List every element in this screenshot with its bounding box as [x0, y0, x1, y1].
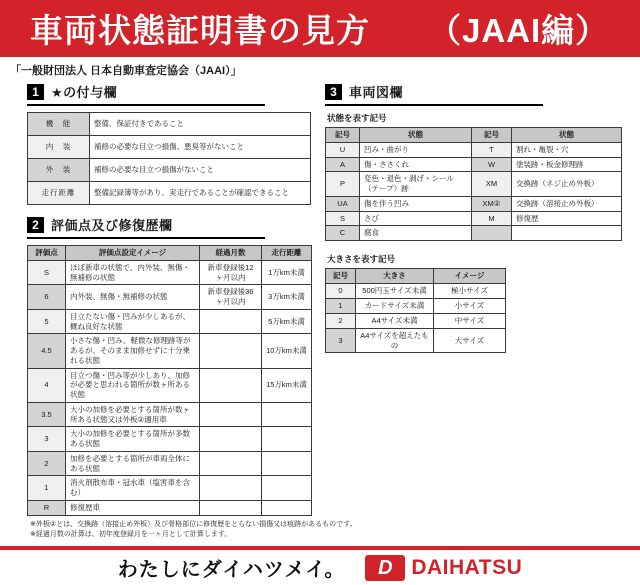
eval-desc: 加修を必要とする箇所が車両全体にある状態 [66, 451, 200, 476]
table-row [326, 157, 622, 172]
symbol: XM [472, 172, 512, 197]
section-star-heading [27, 82, 265, 106]
eval-months [200, 451, 262, 476]
symbol: 1 [326, 298, 356, 313]
state-desc: 割れ・亀裂・穴 [512, 142, 622, 157]
state-desc: 塗装跡・板金修理跡 [512, 157, 622, 172]
page-title: 車両状態証明書の見方 [30, 12, 370, 49]
symbol: UA [326, 196, 360, 211]
state-symbols-label: 状態を表す記号 [327, 113, 387, 123]
eval-mileage: 10万km未満 [262, 334, 312, 368]
size-symbols-table [325, 268, 506, 353]
eval-mileage: 3万km未満 [262, 285, 312, 310]
symbol: W [472, 157, 512, 172]
symbol [472, 226, 512, 241]
col-header-score: 評価点 [28, 246, 66, 261]
table-row [28, 334, 312, 368]
eval-mileage [262, 427, 312, 452]
state-desc: 交換跡（溶接止め外板） [512, 196, 622, 211]
size-desc: 500円玉サイズ未満 [356, 283, 434, 298]
col-header-image: 評価点設定イメージ [66, 246, 200, 261]
eval-score: 3 [28, 427, 66, 452]
table-row [28, 402, 312, 427]
table-header-row [326, 128, 622, 143]
col-header-image: イメージ [434, 269, 506, 284]
symbol: M [472, 211, 512, 226]
table-row [28, 260, 312, 285]
criteria-desc: 補修の必要な目立つ損傷がないこと [90, 159, 311, 182]
criteria-desc: 整備記録簿等があり、実走行であることが確認できること [90, 182, 311, 205]
col-header-state: 状態 [512, 128, 622, 143]
table-row [28, 368, 312, 402]
state-symbols-table [325, 127, 622, 241]
footnote-line: ※外板②とは、交換跡（溶接止め外板）及び骨格部位に修復歴をとらない損傷又は痕跡があるものです。 [30, 520, 357, 528]
footnote-line: ※経過月数の計算は、初年度登録月を一ヶ月として計算します。 [30, 531, 232, 539]
eval-desc: 内外装、無傷・無補修の状態 [66, 285, 200, 310]
col-header-symbol: 記号 [326, 128, 360, 143]
eval-months [200, 368, 262, 402]
eval-desc: 修復歴車 [66, 500, 200, 515]
eval-mileage [262, 402, 312, 427]
state-desc: 傷を伴う凹み [360, 196, 472, 211]
col-header-symbol: 記号 [472, 128, 512, 143]
size-desc: A4サイズ未満 [356, 313, 434, 328]
eval-score: 1 [28, 476, 66, 501]
main-content [0, 82, 640, 516]
symbol: T [472, 142, 512, 157]
eval-months [200, 334, 262, 368]
state-desc: 傷・ささくれ [360, 157, 472, 172]
eval-desc: 目立たない傷・凹みが少しあるが、概ね良好な状態 [66, 309, 200, 334]
state-desc: 凹み・曲がり [360, 142, 472, 157]
state-desc [512, 226, 622, 241]
section-eval-title: 評価点及び修復歴欄 [51, 218, 173, 233]
red-divider [0, 546, 640, 550]
col-header-state: 状態 [360, 128, 472, 143]
eval-months [200, 476, 262, 501]
size-image: 中サイズ [434, 313, 506, 328]
section-number-badge: 2 [27, 217, 44, 233]
state-desc: 修復歴 [512, 211, 622, 226]
eval-desc: 大小の加修を必要とする箇所が多数ある状態 [66, 427, 200, 452]
symbol: U [326, 142, 360, 157]
table-row [28, 136, 311, 159]
criteria-desc: 整備、保証付きであること [90, 113, 311, 136]
page-title-edition: （JAAI編） [428, 12, 610, 49]
size-symbols-label: 大きさを表す記号 [327, 254, 396, 264]
table-row [28, 309, 312, 334]
daihatsu-brand [365, 555, 522, 581]
table-row [28, 182, 311, 205]
size-desc: A4サイズを超えたもの [356, 328, 434, 353]
footnotes [0, 516, 640, 541]
eval-desc: 大小の加修を必要とする箇所が数ヶ所ある状態又は外板②適用車 [66, 402, 200, 427]
section-diagram-heading [325, 82, 543, 106]
criteria-label: 外 装 [28, 159, 90, 182]
star-criteria-table [27, 112, 311, 205]
table-row [326, 211, 622, 226]
table-header-row [326, 269, 506, 284]
eval-months: 新車登録後12ヶ月以内 [200, 260, 262, 285]
daihatsu-logo-icon [365, 555, 405, 581]
section-star-title: ★の付与欄 [51, 85, 118, 100]
header-banner [0, 0, 640, 57]
table-row [28, 113, 311, 136]
table-row [326, 172, 622, 197]
eval-months: 新車登録後36ヶ月以内 [200, 285, 262, 310]
daihatsu-tagline: わたしにダイハツメイ。 [117, 559, 346, 582]
table-row [326, 313, 506, 328]
eval-mileage: 5万km未満 [262, 309, 312, 334]
table-row [326, 142, 622, 157]
size-image: 大サイズ [434, 328, 506, 353]
col-header-symbol: 記号 [326, 269, 356, 284]
eval-months [200, 427, 262, 452]
state-desc: 変色・退色・剥げ・シール（テープ）跡 [360, 172, 472, 197]
section-number-badge: 3 [325, 84, 342, 100]
eval-months [200, 402, 262, 427]
table-row [326, 226, 622, 241]
symbol: 3 [326, 328, 356, 353]
eval-score: R [28, 500, 66, 515]
footer [0, 551, 640, 585]
eval-score: 6 [28, 285, 66, 310]
criteria-label: 走行距離 [28, 182, 90, 205]
table-row [326, 196, 622, 211]
eval-desc: 目立つ傷・凹み等が少しあり、加修が必要と思われる箇所が数ヶ所ある状態 [66, 368, 200, 402]
criteria-desc: 補修の必要な目立つ損傷、悪臭等がないこと [90, 136, 311, 159]
eval-months [200, 500, 262, 515]
eval-score: 4.5 [28, 334, 66, 368]
eval-desc: 小さな傷・凹み、軽微な修理跡等があるが、そのまま加修せずに十分乗れる状態 [66, 334, 200, 368]
table-row [326, 283, 506, 298]
eval-score: 2 [28, 451, 66, 476]
eval-score: 3.5 [28, 402, 66, 427]
left-column [27, 82, 313, 516]
state-desc: 交換跡（ネジ止め外板） [512, 172, 622, 197]
eval-mileage: 15万km未満 [262, 368, 312, 402]
right-column [325, 82, 627, 516]
eval-score: 4 [28, 368, 66, 402]
section-number-badge: 1 [27, 84, 44, 100]
section-eval-heading [27, 215, 265, 239]
table-row [28, 500, 312, 515]
section-diagram-title: 車両図欄 [349, 85, 404, 100]
organization-subtitle: 「一般財団法人 日本自動車査定協会（JAAI）」 [10, 65, 242, 77]
state-desc: 腐食 [360, 226, 472, 241]
size-image: 極小サイズ [434, 283, 506, 298]
symbol: XM② [472, 196, 512, 211]
criteria-label: 機 能 [28, 113, 90, 136]
table-row [28, 427, 312, 452]
eval-mileage: 1万km未満 [262, 260, 312, 285]
table-row [326, 298, 506, 313]
eval-months [200, 309, 262, 334]
table-row [28, 476, 312, 501]
symbol: 0 [326, 283, 356, 298]
col-header-months: 経過月数 [200, 246, 262, 261]
eval-score: S [28, 260, 66, 285]
symbol: A [326, 157, 360, 172]
table-row [28, 285, 312, 310]
eval-mileage [262, 476, 312, 501]
symbol: P [326, 172, 360, 197]
eval-score: 5 [28, 309, 66, 334]
size-desc: カードサイズ未満 [356, 298, 434, 313]
eval-mileage [262, 500, 312, 515]
daihatsu-logo-letter: D [378, 556, 393, 579]
col-header-size: 大きさ [356, 269, 434, 284]
symbol: 2 [326, 313, 356, 328]
eval-desc: 消火剤散布車・冠水車（塩害車を含む） [66, 476, 200, 501]
symbol: S [326, 211, 360, 226]
criteria-label: 内 装 [28, 136, 90, 159]
table-row [28, 159, 311, 182]
eval-mileage [262, 451, 312, 476]
col-header-mileage: 走行距離 [262, 246, 312, 261]
table-row [28, 451, 312, 476]
table-row [326, 328, 506, 353]
size-image: 小サイズ [434, 298, 506, 313]
evaluation-table [27, 245, 312, 516]
symbol: C [326, 226, 360, 241]
table-header-row [28, 246, 312, 261]
daihatsu-brand-name: DAIHATSU [411, 555, 523, 579]
eval-desc: ほぼ新車の状態で、内外装、無傷・無補修の状態 [66, 260, 200, 285]
state-desc: さび [360, 211, 472, 226]
